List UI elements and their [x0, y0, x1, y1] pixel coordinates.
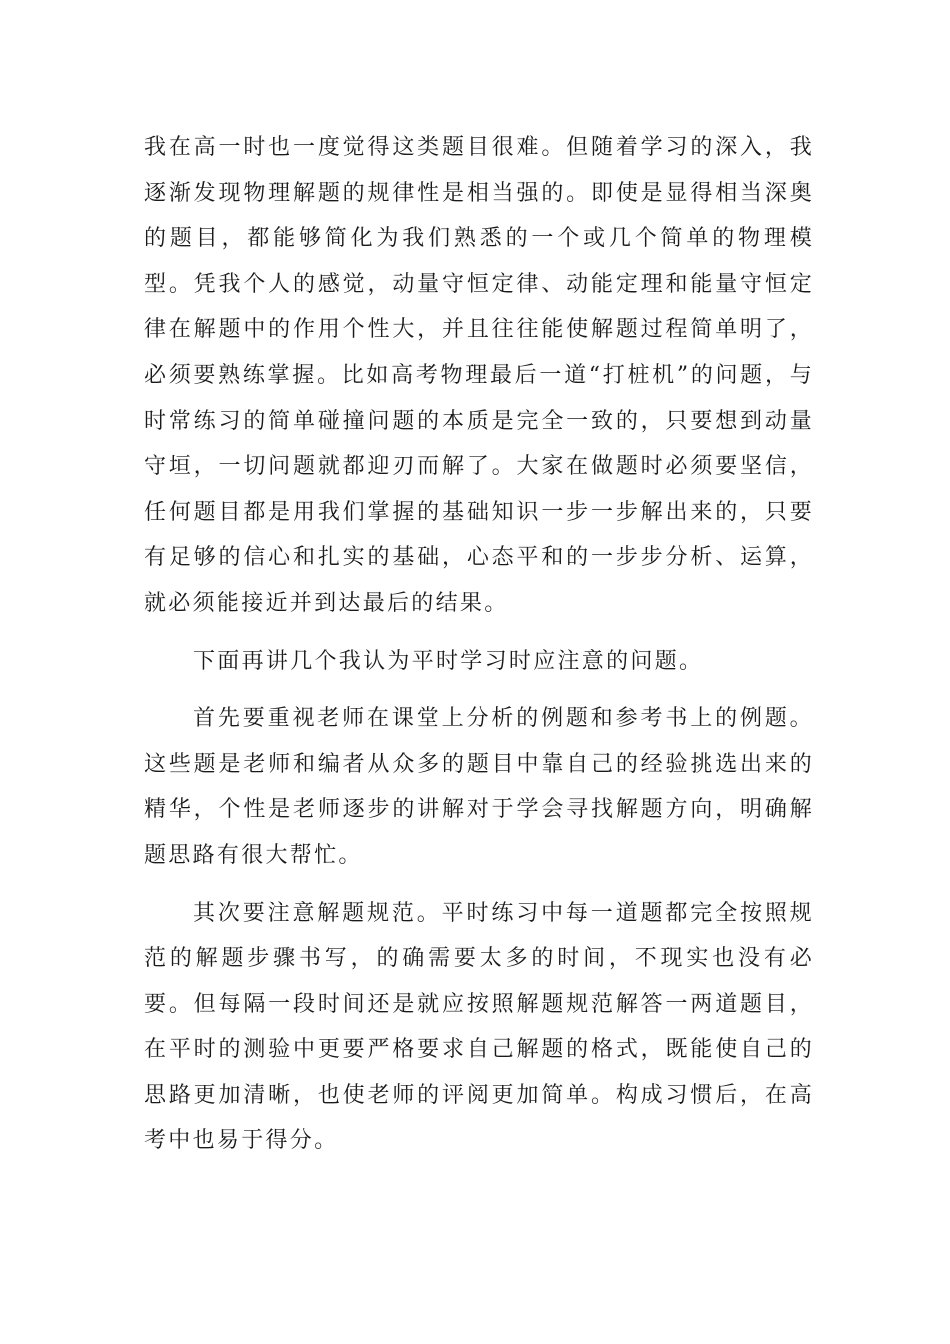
paragraph-continuation: 我在高一时也一度觉得这类题目很难。但随着学习的深入，我逐渐发现物理解题的规律性是相当强的。即使是显得相当深奥的题目，都能够简化为我们熟悉的一个或几个简单的物理模型。凭我个人的感觉，动量守恒定律、动能定理和能量守恒定律在解题中的作用个性大，并且往往能使解题过程简单明了，必须要熟练掌握。比如高考物理最后一道“打桩机”的问题，与时常练习的简单碰撞问题的本质是完全一致的，只要想到动量守垣，一切问题就都迎刃而解了。大家在做题时必须要坚信，任何题目都是用我们掌握的基础知识一步一步解出来的，只要有足够的信心和扎实的基础，心态平和的一步步分析、运算，就必须能接近并到达最后的结果。 — [144, 135, 814, 616]
document-body — [144, 125, 814, 1164]
paragraph-intro-issues: 下面再讲几个我认为平时学习时应注意的问题。 — [193, 648, 704, 674]
paragraph-solution-standards: 其次要注意解题规范。平时练习中每一道题都完全按照规范的解题步骤书写，的确需要太多的时间，不现实也没有必要。但每隔一段时间还是就应按照解题规范解答一两道题目，在平时的测验中更要严格要求自己解题的格式，既能使自己的思路更加清晰，也使老师的评阅更加简单。构成习惯后，在高考中也易于得分。 — [144, 900, 814, 1154]
paragraph-example-problems: 首先要重视老师在课堂上分析的例题和参考书上的例题。这些题是老师和编者从众多的题目中靠自己的经验挑选出来的精华，个性是老师逐步的讲解对于学会寻找解题方向，明确解题思路有很大帮忙。 — [144, 706, 814, 868]
